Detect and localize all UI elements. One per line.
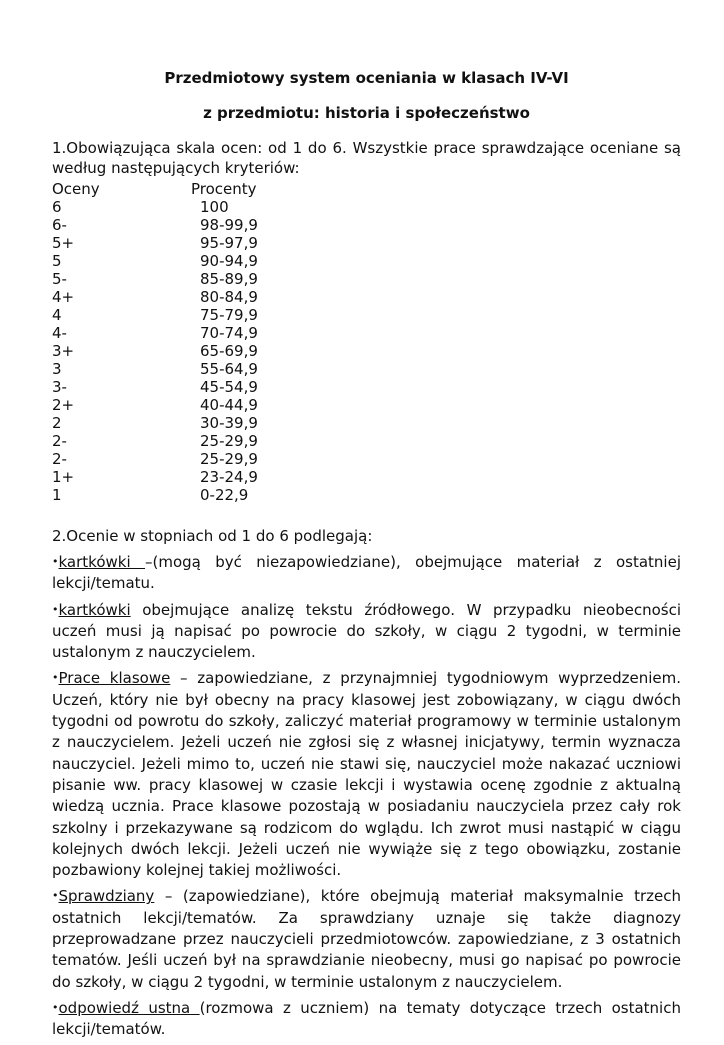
grade-row	[52, 252, 681, 270]
grade-column-header: Oceny	[52, 180, 100, 198]
percent-range: 85-89,9	[200, 270, 258, 288]
bullet-icon: •	[52, 671, 59, 685]
list-item	[52, 885, 681, 992]
grade-value: 2+	[52, 396, 75, 414]
grade-row	[52, 342, 681, 360]
grade-value: 1	[52, 486, 62, 504]
grade-value: 2	[52, 414, 62, 432]
item-term: Sprawdziany	[58, 887, 155, 906]
list-item	[52, 599, 681, 664]
percent-range: 75-79,9	[200, 306, 258, 324]
grade-value: 4+	[52, 288, 75, 306]
grade-value: 3-	[52, 378, 67, 396]
grade-row	[52, 324, 681, 342]
grade-row	[52, 270, 681, 288]
item-term: odpowiedź ustna	[58, 998, 200, 1017]
percent-range: 55-64,9	[200, 360, 258, 378]
item-description: (rozmowa z uczniem) na tematy dotyczące trzech ostatnich lekcji/tematów.	[52, 998, 681, 1039]
grade-row	[52, 414, 681, 432]
percent-range: 23-24,9	[200, 468, 258, 486]
document-subtitle: z przedmiotu: historia i społeczeństwo	[203, 104, 530, 122]
list-item	[52, 551, 681, 595]
percent-range: 80-84,9	[200, 288, 258, 306]
bullet-icon: •	[52, 555, 59, 568]
grade-value: 5-	[52, 270, 67, 288]
document-title: Przedmiotowy system oceniania w klasach IV-VI	[164, 69, 569, 87]
item-description: – (zapowiedziane), które obejmują materiał maksymalnie trzech ostatnich lekcji/tematów. Za sprawdziany uznaje się także diagnozy przeprowadzane przez nauczycieli przedmiotowców. zapowiedziane, z 3 ostatnich tematów. Jeśli uczeń był na sprawdzianie nieobecny, musi go napisać po powrocie do szkoły, w ciągu 2 tygodni, w terminie ustalonym z nauczycielem.	[52, 887, 681, 991]
percent-range: 70-74,9	[200, 324, 258, 342]
grade-row	[52, 396, 681, 414]
grade-row	[52, 450, 681, 468]
grade-value: 4-	[52, 324, 67, 342]
percent-range: 65-69,9	[200, 342, 258, 360]
item-term: kartkówki	[58, 600, 131, 619]
grade-row	[52, 234, 681, 252]
grade-table-header	[52, 180, 681, 198]
grade-row	[52, 216, 681, 234]
item-term: kartkówki	[58, 553, 146, 571]
percent-range: 30-39,9	[200, 414, 258, 432]
grade-value: 2-	[52, 450, 67, 468]
grade-row	[52, 468, 681, 486]
section-2-heading: 2.Ocenie w stopniach od 1 do 6 podlegają:	[52, 527, 373, 545]
item-description: –(mogą być niezapowiedziane), obejmujące materiał z ostatniej lekcji/tematu.	[52, 553, 681, 593]
list-item	[52, 997, 681, 1041]
item-description: – zapowiedziane, z przynajmniej tygodniowym wyprzedzeniem. Uczeń, który nie był obecny na pracy klasowej jest zobowiązany, w ciągu dwóch tygodni od powrotu do szkoły, zaliczyć materiał programowy w terminie ustalonym z nauczycielem. Jeżeli uczeń nie zgłosi się z własnej inicjatywy, termin wyznacza nauczyciel. Jeżeli mimo to, uczeń nie stawi się, nauczyciel może nakazać uczniowi pisanie ww. pracy klasowej w czasie lekcji i wystawia ocenę zgodnie z aktualną wiedzą ucznia. Prace klasowe pozostają w posiadaniu nauczyciela przez cały rok szkolny i przekazywane są rodzicom do wglądu. Ich zwrot musi nastąpić w ciągu kolejnych dwóch lekcji. Jeżeli uczeń nie wywiąże się z tego obowiązku, zostanie pozbawiony kolejnej takiej możliwości.	[52, 669, 682, 880]
grading-scale-intro: 1.Obowiązująca skala ocen: od 1 do 6. Wszystkie prace sprawdzające oceniane są według następujących kryteriów:	[52, 139, 681, 177]
grade-value: 2-	[52, 432, 67, 450]
grade-row	[52, 378, 681, 396]
grade-table	[52, 180, 681, 504]
grade-value: 4	[52, 306, 62, 324]
grade-row	[52, 198, 681, 216]
percent-range: 90-94,9	[200, 252, 258, 270]
grade-row	[52, 288, 681, 306]
percent-range: 95-97,9	[200, 234, 258, 252]
percent-range: 45-54,9	[200, 378, 258, 396]
percent-column-header: Procenty	[191, 180, 257, 198]
grade-value: 5	[52, 252, 62, 270]
percent-range: 25-29,9	[200, 450, 258, 468]
grade-row	[52, 360, 681, 378]
bullet-icon: •	[52, 1000, 59, 1014]
list-item	[52, 667, 681, 881]
percent-range: 25-29,9	[200, 432, 258, 450]
grade-value: 5+	[52, 234, 75, 252]
assessment-types-list	[52, 551, 681, 1045]
bullet-icon: •	[52, 602, 59, 616]
percent-range: 40-44,9	[200, 396, 258, 414]
percent-range: 98-99,9	[200, 216, 258, 234]
grade-value: 6-	[52, 216, 67, 234]
bullet-icon: •	[52, 889, 59, 903]
grade-row	[52, 486, 681, 504]
grade-value: 1+	[52, 468, 75, 486]
grade-value: 6	[52, 198, 62, 216]
percent-range: 100	[200, 198, 229, 216]
percent-range: 0-22,9	[200, 486, 249, 504]
grade-value: 3	[52, 360, 62, 378]
grade-value: 3+	[52, 342, 75, 360]
grade-row	[52, 432, 681, 450]
grade-row	[52, 306, 681, 324]
item-description: obejmujące analizę tekstu źródłowego. W przypadku nieobecności uczeń musi ją napisać po powrocie do szkoły, w ciągu 2 tygodni, w terminie ustalonym z nauczycielem.	[52, 600, 681, 662]
item-term: Prace klasowe	[58, 669, 171, 688]
